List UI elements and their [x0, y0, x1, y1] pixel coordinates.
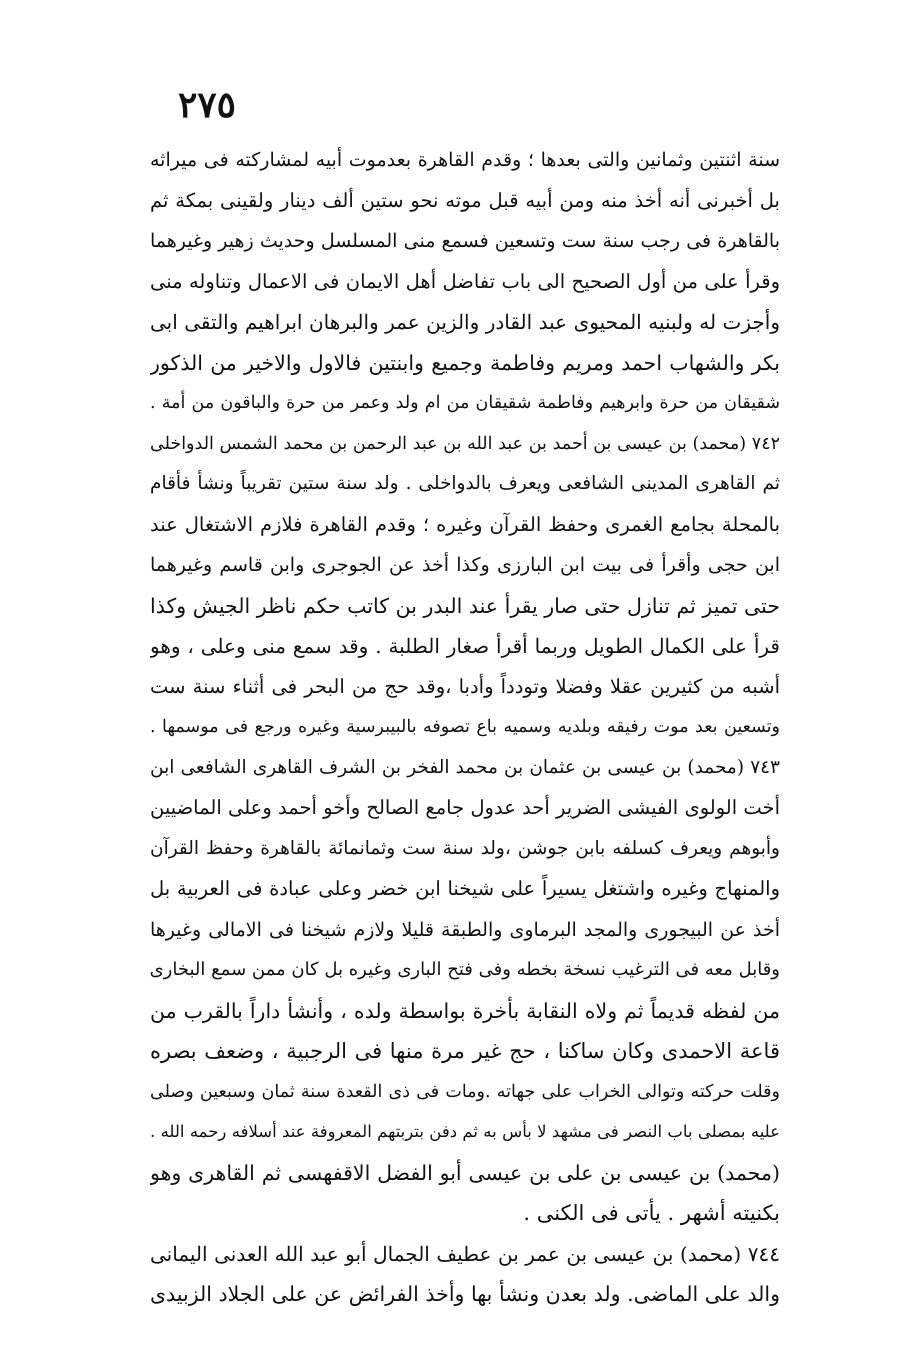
page-number: ٢٧٥: [178, 84, 237, 126]
text-line: حتى تميز ثم تنازل حتى صار يقرأ عند البدر بن كاتب حكم ناظر الجيش وكذا: [150, 593, 780, 618]
text-line: بل أخبرنى أنه أخذ منه ومن أبيه قبل موته نحو ستين ألف دينار ولقينى بمكة ثم: [150, 188, 780, 212]
text-line: والمنهاج وغيره واشتغل يسيراً على شيخنا ابن خضر وعلى عبادة فى العربية بل: [150, 877, 780, 900]
text-line: وقرأ على من أول الصحيح الى باب تفاضل أهل الايمان فى الاعمال وتناوله منى: [150, 269, 780, 293]
text-line: عليه بمصلى باب النصر فى مشهد لا بأس به ثم دفن بتربتهم المعروفة عند أسلافه رحمه الله .: [150, 1122, 780, 1141]
text-line: قاعة الاحمدى وكان ساكنا ، حج غير مرة منها فى الرجبية ، وضعف بصره: [150, 1039, 780, 1063]
entry-743-start: ٧٤٣ (محمد) بن عيسى بن عثمان بن محمد الفخر بن الشرف القاهرى الشافعى ابن: [150, 756, 780, 778]
text-line: ابن حجى وأقرأ فى بيت ابن البارزى وكذا أخذ عن الجوجرى وابن قاسم وغيرهما: [150, 554, 780, 576]
text-body: [150, 140, 780, 1315]
text-line: ثم القاهرى المدينى الشافعى ويعرف بالدواخلى . ولد سنة ستين تقريباً ونشأ فأقام: [150, 473, 780, 494]
cross-reference-entry: (محمد) بن عيسى بن على بن عيسى أبو الفضل الاقفهسى ثم القاهرى وهو: [150, 1160, 780, 1185]
text-line: وقابل معه فى الترغيب نسخة بخطه وفى فتح البارى وغيره بل كان ممن سمع البخارى: [150, 959, 780, 980]
text-line: أشبه من كثيرين عقلا وفضلا وتودداً وأدبا ،وقد حج من البحر فى أثناء سنة ست: [150, 674, 780, 698]
text-line: أخت الولوى الفيشى الضرير أحد عدول جامع الصالح وأخو أحمد وعلى الماضيين: [150, 796, 780, 819]
text-line: وتسعين بعد موت رفيقه وبلديه وسميه باع تصوفه بالبيبرسية وغيره ورجع فى موسمها .: [150, 717, 780, 737]
entry-742-start: ٧٤٢ (محمد) بن عيسى بن أحمد بن عبد الله بن عبد الرحمن بن محمد الشمس الدواخلى: [150, 433, 780, 454]
text-line: قرأ على الكمال الطويل وربما أقرأ صغار الطلبة . وقد سمع منى وعلى ، وهو: [150, 634, 780, 658]
text-line: وقلت حركته وتوالى الخراب على جهاته .ومات فى ذى القعدة سنة ثمان وسبعين وصلى: [150, 1081, 780, 1102]
text-line: بالمحلة بجامع الغمرى وحفظ القرآن وغيره ؛ وقدم القاهرة فلازم الاشتغال عند: [150, 512, 780, 536]
text-line: بكر والشهاب احمد ومريم وفاطمة وجميع وابنتين فالاول والاخير من الذكور: [150, 350, 780, 375]
text-line: وأجزت له ولبنيه المحيوى عبد القادر والزين عمر والبرهان ابراهيم والتقى ابى: [150, 310, 780, 334]
text-line: وأبوهم ويعرف كسلفه بابن جوشن ،ولد سنة ست وثمانمائة بالقاهرة وحفظ القرآن: [150, 837, 780, 859]
text-line: أخذ عن البيجورى والمجد البرماوى والطبقة قليلا ولازم شيخنا فى الامالى وغيرها: [150, 918, 780, 941]
text-line: شقيقان من حرة وابرهيم وفاطمة شقيقان من ام ولد وعمر من حرة والباقون من أمة .: [150, 393, 780, 413]
text-line: سنة اثنتين وثمانين والتى بعدها ؛ وقدم القاهرة بعدموت أبيه لمشاركته فى ميراثه: [150, 149, 780, 171]
text-line: والد على الماضى. ولد بعدن ونشأ بها وأخذ الفرائض عن على الجلاد الزبيدى: [150, 1282, 780, 1306]
text-line: بكنيته أشهر . يأتى فى الكنى .: [523, 1201, 780, 1225]
text-line: بالقاهرة فى رجب سنة ست وتسعين فسمع منى المسلسل وحديث زهير وغيرهما: [150, 230, 780, 252]
text-line: من لفظه قديماً ثم ولاه النقابة بأخرة بواسطة ولده ، وأنشأ داراً بالقرب من: [150, 998, 780, 1023]
entry-744-start: ٧٤٤ (محمد) بن عيسى بن عمر بن عطيف الجمال أبو عبد الله العدنى اليمانى: [150, 1241, 780, 1266]
